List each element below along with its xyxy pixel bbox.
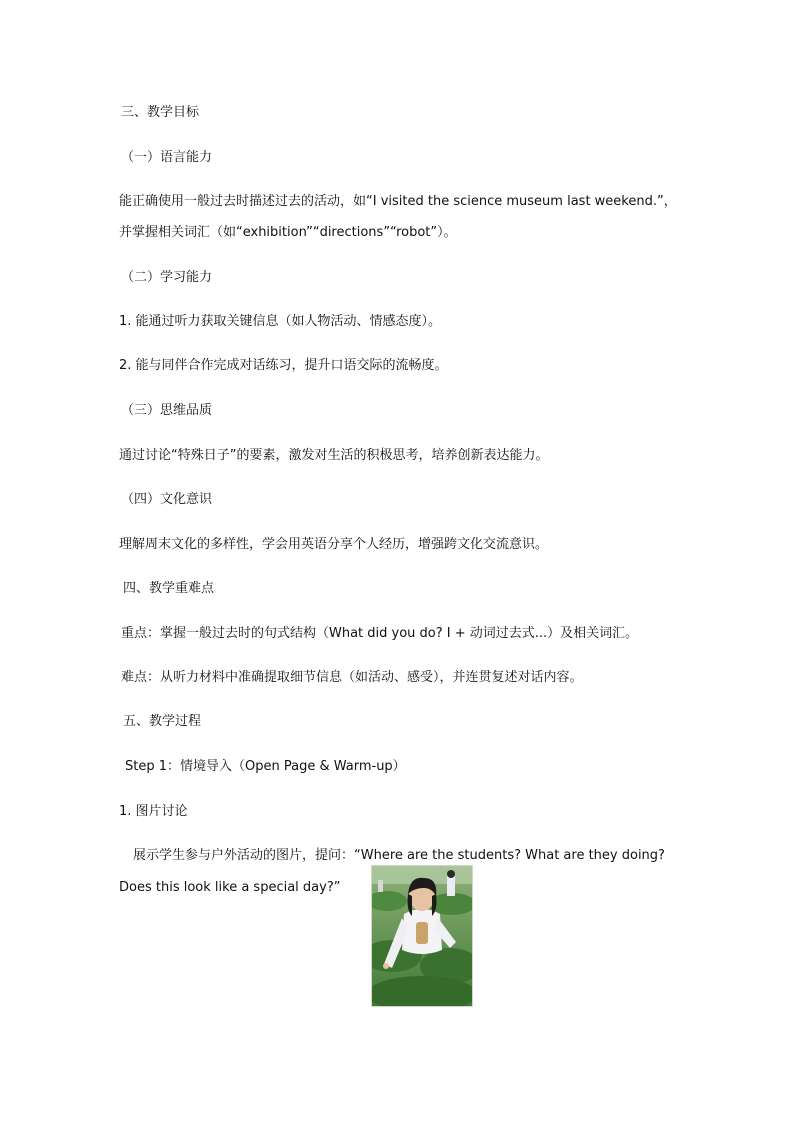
learning-ability-item-1: 1. 能通过听力获取关键信息（如人物活动、情感态度）。: [119, 314, 442, 329]
key-point-text: 重点：掌握一般过去时的句式结构（What did you do? I + 动词过去式...）及相关词汇。: [121, 626, 639, 641]
section-3-3-title: （三）思维品质: [121, 403, 213, 418]
language-ability-text-2: 并掌握相关词汇（如“exhibition”“directions”“robot”）。: [119, 225, 457, 240]
section-3-1-title: （一）语言能力: [121, 150, 213, 165]
section-3-2-title: （二）学习能力: [121, 270, 213, 285]
section-3-title: 三、教学目标: [121, 105, 200, 120]
tea-picking-photo: [371, 865, 473, 1007]
picture-discussion-text-1: 展示学生参与户外活动的图片，提问：“Where are the students? What are they doing?: [133, 848, 665, 863]
language-ability-text-1: 能正确使用一般过去时描述过去的活动，如“I visited the science museum last weekend.”，: [119, 194, 677, 209]
section-5-title: 五、教学过程: [123, 714, 202, 729]
section-3-4-title: （四）文化意识: [121, 492, 213, 507]
picture-discussion-text-2: Does this look like a special day?”: [119, 880, 341, 895]
step-1-heading: Step 1：情境导入（Open Page & Warm-up）: [125, 759, 406, 774]
picture-discussion-item: 1. 图片讨论: [119, 804, 188, 819]
learning-ability-item-2: 2. 能与同伴合作完成对话练习，提升口语交际的流畅度。: [119, 358, 448, 373]
photo-girl-picking-tea-icon: [372, 866, 472, 1006]
cultural-awareness-text: 理解周末文化的多样性，学会用英语分享个人经历，增强跨文化交流意识。: [119, 537, 549, 552]
thinking-quality-text: 通过讨论“特殊日子”的要素，激发对生活的积极思考，培养创新表达能力。: [119, 448, 549, 463]
section-4-title: 四、教学重难点: [123, 581, 215, 596]
difficult-point-text: 难点：从听力材料中准确提取细节信息（如活动、感受），并连贯复述对话内容。: [121, 670, 583, 685]
